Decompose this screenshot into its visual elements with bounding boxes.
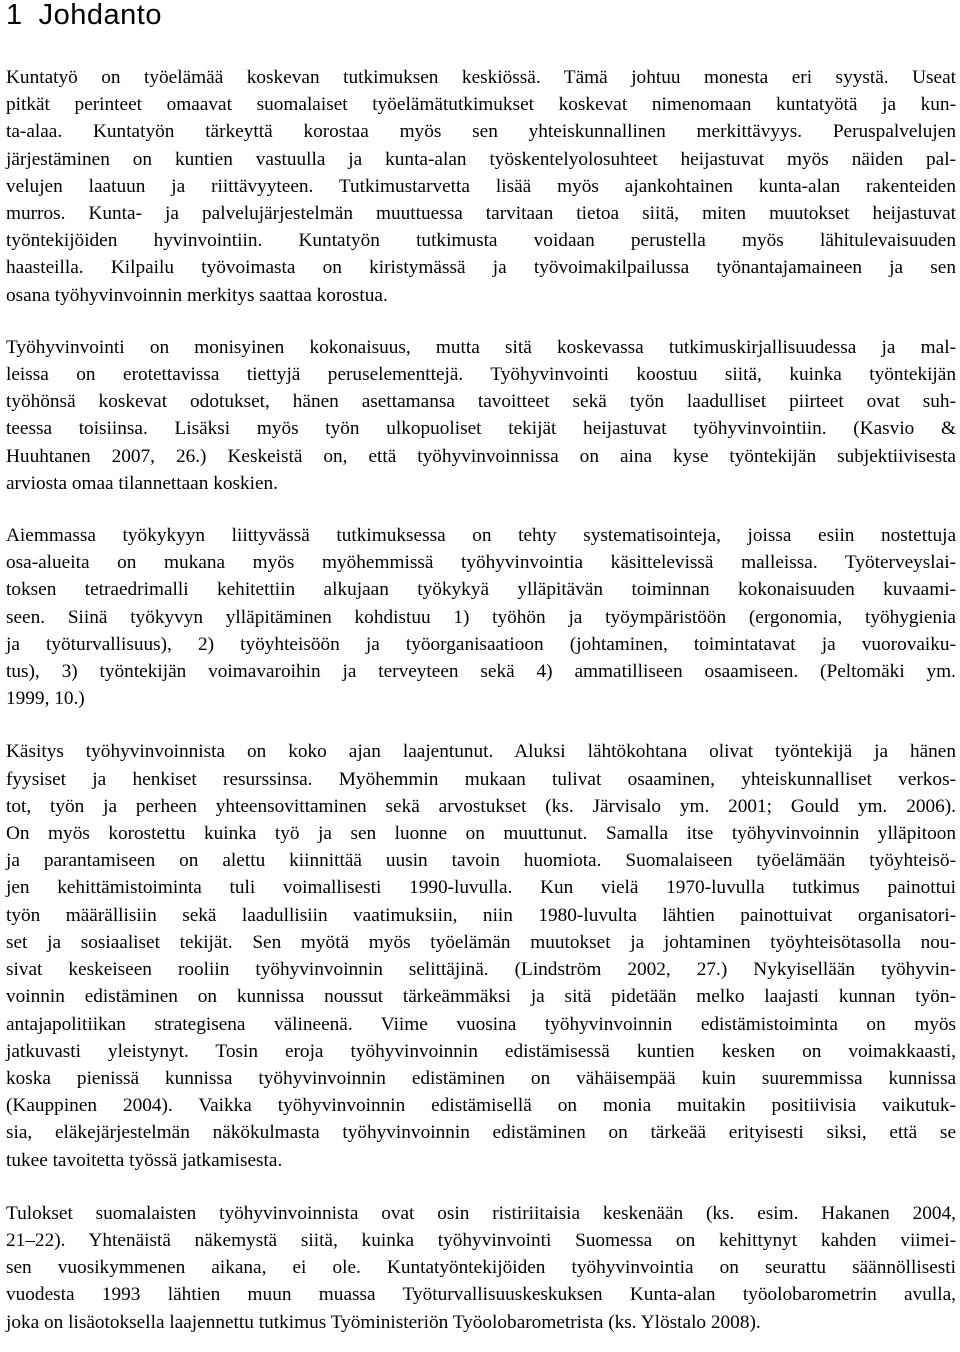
document-page <box>6 0 956 1336</box>
paragraph <box>6 1200 956 1336</box>
text-line: osa-alueita on mukana myös myöhemmissä työhyvinvointia käsittelevissä malleissa. Työterveyslai- <box>6 552 956 574</box>
text-line: 1999, 10.) <box>6 688 85 710</box>
text-line: teessa toisiinsa. Lisäksi myös työn ulkopuoliset tekijät heijastuvat työhyvinvointiin. (Kasvio & <box>6 418 956 440</box>
text-line: set ja sosiaaliset tekijät. Sen myötä myös työelämän muutokset ja johtaminen työyhteisötasolla nou- <box>6 931 956 953</box>
text-line: toksen tetraedrimalli kehitettiin alkujaan työkykyä ylläpitävän toiminnan kokonaisuuden kuvaami- <box>6 579 956 601</box>
text-line: vuodesta 1993 lähtien muun muassa Työturvallisuuskeskuksen Kunta-alan työolobarometrin avulla, <box>6 1284 956 1306</box>
paragraph <box>6 738 956 1173</box>
paragraph <box>6 334 956 497</box>
text-line: seen. Siinä työkyvyn ylläpitäminen kohdistuu 1) työhön ja työympäristöön (ergonomia, työhygienia <box>6 606 956 628</box>
text-line: (Kauppinen 2004). Vaikka työhyvinvoinnin edistämisellä on monia muitakin positiivisia vaikutuk- <box>6 1095 956 1117</box>
text-line: Aiemmassa työkykyyn liittyvässä tutkimuksessa on tehty systematisointeja, joissa esiin nostettuja <box>6 525 956 547</box>
text-line: arviosta omaa tilannettaan koskien. <box>6 472 278 494</box>
text-line: Huuhtanen 2007, 26.) Keskeistä on, että työhyvinvoinnissa on aina kyse työntekijän subjektiivisesta <box>6 445 956 467</box>
text-line: tukee tavoitetta työssä jatkamisesta. <box>6 1149 283 1171</box>
text-line: tot, työn ja perheen yhteensovittaminen sekä arvostukset (ks. Järvisalo ym. 2001; Gould ym. 2006). <box>6 795 956 817</box>
text-line: osana työhyvinvoinnin merkitys saattaa korostua. <box>6 284 388 306</box>
text-line: sivat keskeiseen rooliin työhyvinvoinnin selittäjinä. (Lindström 2002, 27.) Nykyisellään työhyvin- <box>6 959 956 981</box>
text-line: ja parantamiseen on alettu kiinnittää uusin tavoin huomiota. Suomalaiseen työelämään työyhteisö- <box>6 850 956 872</box>
text-line: antajapolitiikan strategisena välineenä. Viime vuosina työhyvinvoinnin edistämistoiminta on myös <box>6 1013 956 1035</box>
text-line: On myös korostettu kuinka työ ja sen luonne on muuttunut. Samalla itse työhyvinvoinnin ylläpitoon <box>6 823 956 845</box>
text-line: koska pienissä kunnissa työhyvinvoinnin edistäminen on vähäisempää kuin suuremmissa kunnissa <box>6 1067 956 1089</box>
text-line: leissa on erotettavissa tiettyjä peruselementtejä. Työhyvinvointi koostuu siitä, kuinka työntekijän <box>6 364 956 386</box>
text-line: voinnin edistäminen on kunnissa noussut tärkeämmäksi ja sitä pidetään melko laajasti kunnan työn- <box>6 986 956 1008</box>
text-line: työntekijöiden hyvinvointiin. Kuntatyön tutkimusta voidaan perustella myös lähitulevaisuuden <box>6 230 956 252</box>
text-line: sen vuosikymmenen aikana, ei ole. Kuntatyöntekijöiden työhyvinvointia on seurattu säännöllisesti <box>6 1257 956 1279</box>
text-line: haasteilla. Kilpailu työvoimasta on kiristymässä ja työvoimakilpailussa työnantajamaineen ja sen <box>6 257 956 279</box>
paragraph <box>6 522 956 712</box>
body-text <box>6 64 956 1336</box>
text-line: 21–22). Yhtenäistä näkemystä siitä, kuinka työhyvinvointi Suomessa on kehittynyt kahden viimei- <box>6 1229 956 1251</box>
text-line: Työhyvinvointi on monisyinen kokonaisuus, mutta sitä koskevassa tutkimuskirjallisuudessa ja mal- <box>6 336 956 358</box>
text-line: tus), 3) työntekijän voimavaroihin ja terveyteen sekä 4) ammatilliseen osaamiseen. (Peltomäki ym. <box>6 661 956 683</box>
text-line: järjestäminen on kuntien vastuulla ja kunta-alan työskentelyolosuhteet heijastuvat myös näiden pal- <box>6 148 956 170</box>
chapter-heading <box>6 0 956 30</box>
chapter-title: Johdanto <box>38 0 162 31</box>
text-line: jen kehittämistoiminta tuli voimallisesti 1990-luvulla. Kun vielä 1970-luvulla tutkimus painottui <box>6 877 956 899</box>
text-line: murros. Kunta- ja palvelujärjestelmän muuttuessa tarvitaan tietoa siitä, miten muutokset heijastuvat <box>6 203 956 225</box>
text-line: jatkuvasti yleistynyt. Tosin eroja työhyvinvoinnin edistämisessä kuntien kesken on voimakkaasti, <box>6 1040 956 1062</box>
text-line: pitkät perinteet omaavat suomalaiset työelämätutkimukset koskevat nimenomaan kuntatyötä ja kun- <box>6 94 956 116</box>
text-line: Kuntatyö on työelämää koskevan tutkimuksen keskiössä. Tämä johtuu monesta eri syystä. Useat <box>6 67 956 88</box>
text-line: ja työturvallisuus), 2) työyhteisöön ja työorganisaatioon (johtaminen, toimintatavat ja vuorovaiku- <box>6 633 956 655</box>
text-line: fyysiset ja henkiset resurssinsa. Myöhemmin mukaan tulivat osaaminen, yhteiskunnalliset verkos- <box>6 768 956 790</box>
chapter-number: 1 <box>6 0 23 31</box>
text-line: sia, eläkejärjestelmän näkökulmasta työhyvinvoinnin edistäminen on tärkeää erityisesti siksi, että se <box>6 1122 956 1144</box>
text-line: velujen laatuun ja riittävyyteen. Tutkimustarvetta lisää myös ajankohtainen kunta-alan rakenteiden <box>6 175 956 197</box>
text-line: työhönsä koskevat odotukset, hänen asettamansa tavoitteet sekä työn laadulliset piirteet ovat suh- <box>6 391 956 413</box>
text-line: ta-alaa. Kuntatyön tärkeyttä korostaa myös sen yhteiskunnallinen merkittävyys. Peruspalvelujen <box>6 121 956 143</box>
text-line: joka on lisäotoksella laajennettu tutkimus Työministeriön Työolobarometrista (ks. Ylöstalo 2008). <box>6 1311 761 1333</box>
text-line: Tulokset suomalaisten työhyvinvoinnista ovat osin ristiriitaisia keskenään (ks. esim. Hakanen 2004, <box>6 1202 956 1224</box>
text-line: Käsitys työhyvinvoinnista on koko ajan laajentunut. Aluksi lähtökohtana olivat työntekijä ja hänen <box>6 741 956 763</box>
paragraph <box>6 64 956 309</box>
text-line: työn määrällisiin sekä laadullisiin vaatimuksiin, niin 1980-luvulta lähtien painottuivat organisatori- <box>6 904 956 926</box>
